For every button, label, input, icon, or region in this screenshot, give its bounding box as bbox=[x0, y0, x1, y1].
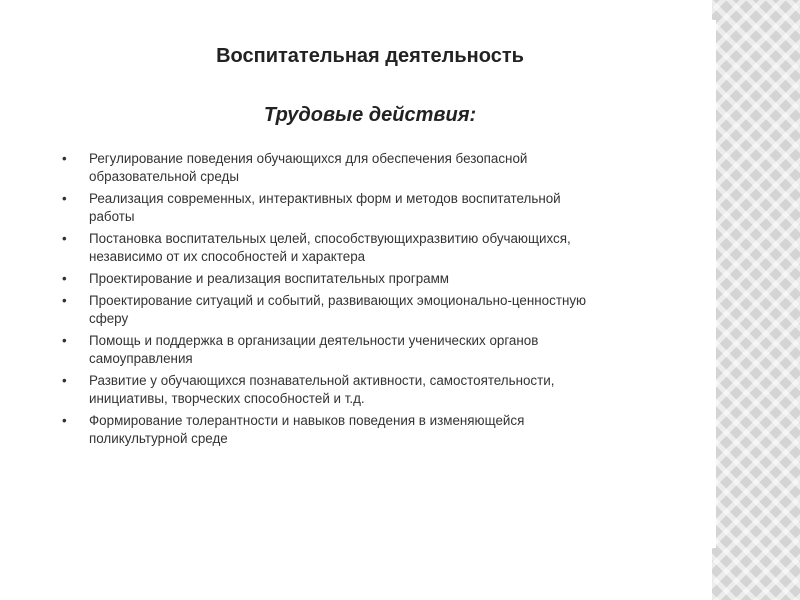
list-item-line-1: Формирование толерантности и навыков поведения в изменяющейся bbox=[89, 413, 525, 428]
list-item bbox=[62, 292, 682, 328]
list-item bbox=[62, 190, 682, 226]
bullet-icon: • bbox=[62, 231, 67, 246]
bullet-icon: • bbox=[62, 333, 67, 348]
decorative-pattern-strip bbox=[712, 0, 800, 600]
slide-edge bbox=[712, 20, 716, 548]
list-item bbox=[62, 412, 682, 448]
list-item-line-2: инициативы, творческих способностей и т.д. bbox=[89, 391, 365, 406]
list-item-line-1: Регулирование поведения обучающихся для обеспечения безопасной bbox=[89, 151, 528, 166]
list-item-line-1: Реализация современных, интерактивных форм и методов воспитательной bbox=[89, 191, 561, 206]
list-item bbox=[62, 230, 682, 266]
bullet-icon: • bbox=[62, 413, 67, 428]
list-item-line-2: самоуправления bbox=[89, 351, 193, 366]
list-item bbox=[62, 270, 682, 288]
bullet-list bbox=[62, 150, 682, 452]
slide-title: Воспитательная деятельность bbox=[216, 45, 524, 67]
bullet-icon: • bbox=[62, 373, 67, 388]
list-item bbox=[62, 332, 682, 368]
bullet-icon: • bbox=[62, 151, 67, 166]
list-item-line-1: Постановка воспитательных целей, способствующихразвитию обучающихся, bbox=[89, 231, 571, 246]
bullet-icon: • bbox=[62, 293, 67, 308]
list-item-line-2: образовательной среды bbox=[89, 169, 239, 184]
list-item-line-1: Проектирование ситуаций и событий, развивающих эмоционально-ценностную bbox=[89, 293, 587, 308]
list-item-line-2: поликультурной среде bbox=[89, 431, 228, 446]
list-item-line-1: Развитие у обучающихся познавательной активности, самостоятельности, bbox=[89, 373, 555, 388]
list-item-line-1: Проектирование и реализация воспитательных программ bbox=[89, 271, 449, 286]
list-item bbox=[62, 372, 682, 408]
slide-subtitle: Трудовые действия: bbox=[263, 104, 477, 126]
list-item-line-2: сферу bbox=[89, 311, 129, 326]
list-item bbox=[62, 150, 682, 186]
bullet-icon: • bbox=[62, 271, 67, 286]
list-item-line-1: Помощь и поддержка в организации деятельности ученических органов bbox=[89, 333, 539, 348]
bullet-icon: • bbox=[62, 191, 67, 206]
list-item-line-2: независимо от их способностей и характера bbox=[89, 249, 366, 264]
list-item-line-2: работы bbox=[89, 209, 135, 224]
